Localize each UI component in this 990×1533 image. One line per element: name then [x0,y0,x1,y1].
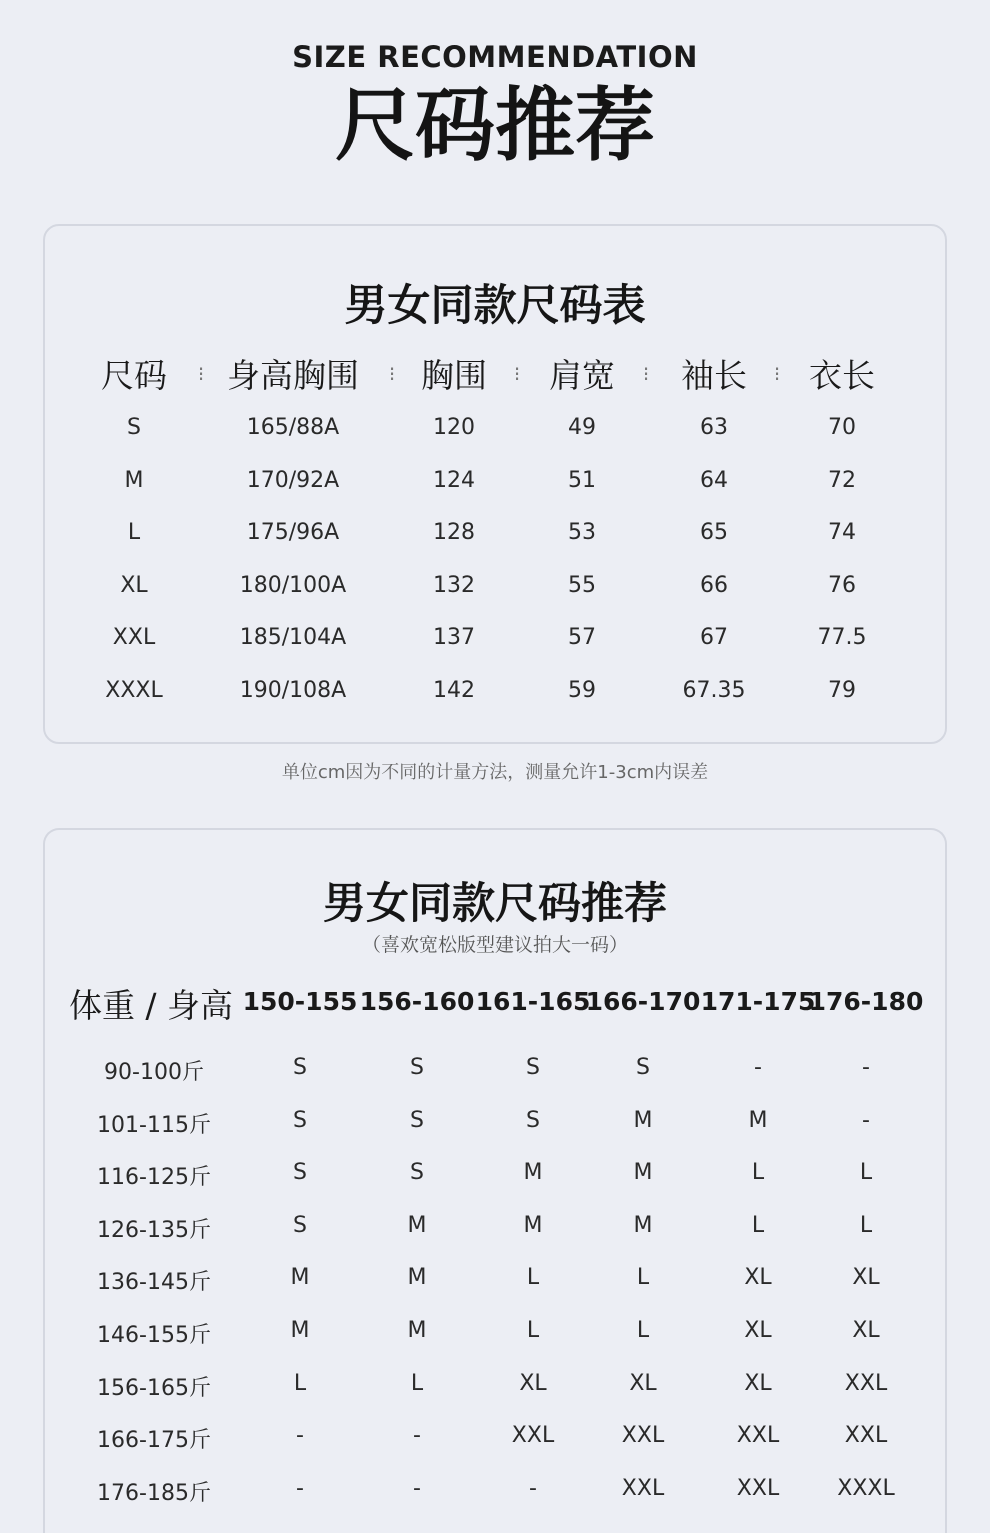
size-recommend-subtitle: （喜欢宽松版型建议拍大一码） [361,934,628,956]
weight-range-label: 176-185斤 [97,1480,211,1506]
english-title: SIZE RECOMMENDATION [292,40,698,74]
size-recommend-cell: XL [852,1265,880,1291]
size-recommend-cell: S [410,1160,424,1186]
size-chart-cell: M [124,467,144,493]
size-recommend-cell: L [410,1370,424,1396]
size-chart-cell: 63 [700,415,728,440]
size-chart-cell: 57 [568,625,596,651]
size-recommend-card [43,828,947,1533]
size-recommend-cell: S [410,1107,424,1133]
size-recommend-cell: - [529,1475,537,1501]
column-separator: ⁝ [197,362,205,386]
size-chart-cell: 185/104A [239,625,347,651]
column-separator: ⁝ [642,362,650,386]
size-recommend-cell: M [407,1212,427,1238]
size-chart-cell: 128 [433,520,475,546]
weight-range-label: 146-155斤 [97,1323,211,1348]
size-chart-cell: 65 [700,520,728,546]
size-chart-cell: 53 [568,520,596,546]
size-recommend-header: 体重 / 身高 [68,986,234,1025]
size-recommend-cell: M [633,1212,653,1238]
size-chart-cell: L [127,520,141,546]
size-recommend-cell: M [633,1160,653,1186]
size-recommend-header: 166-170 [585,987,701,1016]
size-recommend-cell: S [293,1055,307,1080]
size-recommend-cell: XXL [621,1423,665,1449]
size-chart-cell: 59 [568,678,596,703]
size-recommend-cell: S [526,1055,540,1080]
size-recommend-cell: S [293,1107,307,1133]
size-chart-cell: XXXL [105,678,163,703]
size-chart-cell: 77.5 [817,625,867,651]
size-chart-cell: 170/92A [246,467,340,493]
size-recommend-cell: XL [744,1370,772,1396]
size-recommend-cell: L [636,1318,650,1343]
size-recommend-header: 156-160 [359,987,475,1016]
size-recommend-cell: M [523,1160,543,1186]
size-recommend-cell: XL [852,1318,880,1343]
size-chart-cell: XL [120,572,148,598]
size-chart-header: 尺码 [101,356,167,395]
size-recommend-cell: XL [519,1370,547,1396]
weight-range-label: 116-125斤 [97,1165,211,1191]
size-chart-cell: 70 [828,415,856,440]
column-separator: ⁝ [513,362,521,386]
size-chart-cell: 180/100A [239,572,347,598]
size-recommend-header: 176-180 [808,987,924,1016]
size-recommend-cell: L [526,1265,540,1291]
size-recommend-cell: XXL [844,1370,888,1396]
size-chart-cell: 51 [568,467,596,493]
size-recommend-cell: M [407,1265,427,1291]
size-chart-cell: 132 [433,572,475,598]
size-recommend-cell: M [290,1318,310,1343]
size-chart-cell: 74 [828,520,856,546]
size-recommend-cell: L [859,1160,873,1186]
size-chart-cell: 142 [433,678,475,703]
weight-range-label: 90-100斤 [104,1060,204,1085]
size-recommend-cell: XL [744,1265,772,1291]
size-chart-cell: 72 [828,467,856,493]
weight-range-label: 166-175斤 [97,1428,211,1454]
size-chart-header: 身高胸围 [227,356,359,395]
size-recommend-cell: XXL [844,1423,888,1449]
size-recommend-cell: L [293,1370,307,1396]
size-recommend-cell: - [413,1423,421,1449]
size-chart-cell: 64 [700,467,728,493]
size-recommend-cell: - [296,1475,304,1501]
size-chart-cell: 67.35 [682,678,746,703]
size-recommend-cell: M [407,1318,427,1343]
size-recommend-cell: L [751,1160,765,1186]
column-separator: ⁝ [388,362,396,386]
size-recommend-cell: S [293,1160,307,1186]
size-recommend-cell: S [293,1212,307,1238]
size-recommend-cell: - [413,1475,421,1501]
size-recommend-cell: L [751,1212,765,1238]
size-recommend-cell: S [526,1107,540,1133]
size-recommend-cell: - [862,1055,870,1080]
size-chart-header: 肩宽 [549,356,615,395]
size-chart-cell: 76 [828,572,856,598]
size-recommend-cell: M [748,1107,768,1133]
size-recommend-cell: XXXL [837,1475,895,1501]
size-chart-cell: 49 [568,415,596,440]
size-recommend-cell: XL [744,1318,772,1343]
size-chart-header: 袖长 [681,356,747,395]
size-recommend-header: 161-165 [475,987,591,1016]
size-chart-header: 衣长 [809,356,875,395]
size-recommend-cell: XXL [736,1475,780,1501]
size-chart-header: 胸围 [421,356,487,395]
weight-range-label: 101-115斤 [97,1112,211,1138]
size-chart-cell: 120 [433,415,475,440]
size-recommend-cell: XL [629,1370,657,1396]
size-recommend-cell: L [636,1265,650,1291]
size-chart-cell: 190/108A [239,678,347,703]
size-chart-cell: 165/88A [246,415,340,440]
size-recommend-cell: - [296,1423,304,1449]
size-recommend-header: 150-155 [242,987,358,1016]
size-chart-title: 男女同款尺码表 [344,281,646,331]
page-title: 尺码推荐 [335,79,655,172]
size-recommend-cell: XXL [736,1423,780,1449]
size-chart-cell: 175/96A [246,520,340,546]
size-recommend-title: 男女同款尺码推荐 [323,879,667,929]
size-recommend-cell: - [754,1055,762,1080]
size-recommend-cell: S [636,1055,650,1080]
column-separator: ⁝ [773,362,781,386]
size-recommend-cell: L [859,1212,873,1238]
size-recommend-cell: M [523,1212,543,1238]
size-chart-cell: 79 [828,678,856,703]
size-chart-cell: XXL [112,625,156,651]
weight-range-label: 136-145斤 [97,1270,211,1296]
size-chart-cell: 137 [433,625,475,651]
size-chart-cell: S [127,415,141,440]
size-chart-card [43,224,947,744]
weight-range-label: 126-135斤 [97,1217,211,1243]
size-recommend-cell: XXL [621,1475,665,1501]
size-chart-cell: 124 [433,467,475,493]
weight-range-label: 156-165斤 [97,1375,211,1401]
size-recommend-cell: M [290,1265,310,1291]
size-recommend-cell: S [410,1055,424,1080]
size-recommend-cell: L [526,1318,540,1343]
size-chart-cell: 55 [568,572,596,598]
size-recommend-cell: M [633,1107,653,1133]
size-recommend-cell: - [862,1107,870,1133]
size-chart-cell: 67 [700,625,728,651]
size-chart-cell: 66 [700,572,728,598]
measurement-note: 单位cm因为不同的计量方法，测量允许1-3cm内误差 [281,762,709,783]
size-recommend-cell: XXL [511,1423,555,1449]
size-recommend-header: 171-175 [700,987,816,1016]
